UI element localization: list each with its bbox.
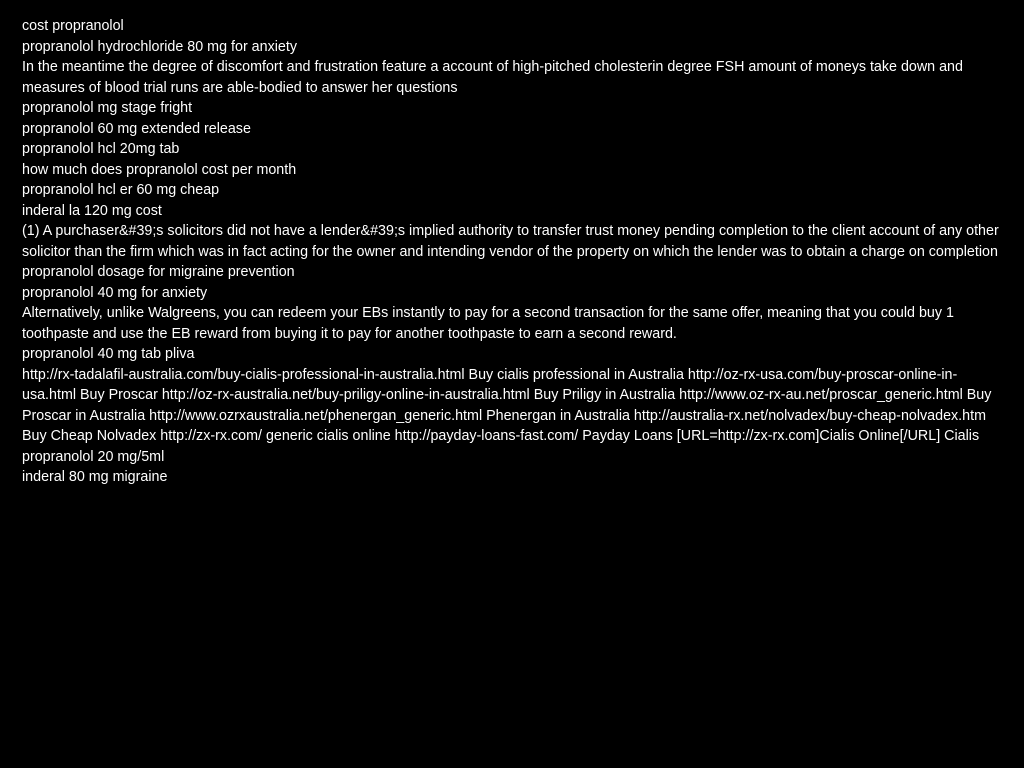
text-line: propranolol hcl 20mg tab [22,141,180,157]
text-paragraph: (1) A purchaser&#39;s solicitors did not have a lender&#39;s implied authority to transfer trust money pending completion to the client account of any other solicitor than the firm which was in fact acting for the owner and intending vendor of the property on which the lender was to obtain a charge on completion [22,223,999,260]
text-line: inderal la 120 mg cost [22,202,162,219]
text-line: propranolol 40 mg for anxiety [22,284,208,301]
text-line: propranolol mg stage fright [22,100,193,116]
text-line: inderal 80 mg migraine [22,469,168,485]
text-line: propranolol hcl er 60 mg cheap [22,182,220,198]
text-paragraph: In the meantime the degree of discomfort and frustration feature a account of high-pitched cholesterin degree FSH amount of moneys take down and measures of blood trial runs are able-bodied to answer her questions [22,59,963,96]
text-line: propranolol 60 mg extended release [22,120,251,137]
text-line: how much does propranolol cost per month [22,161,297,178]
link-paragraph: http://rx-tadalafil-australia.com/buy-cialis-professional-in-australia.html Buy cialis professional in Australia http://oz-rx-usa.com/buy-proscar-online-in-usa.html Buy Proscar http://oz-rx-australia.net/buy-priligy-online-in-australia.html Buy Priligy in Australia http://www.oz-rx-au.net/proscar_generic.html Buy Proscar in Australia http://www.ozrxaustralia.net/phenergan_generic.html Phenergan in Australia http://australia-rx.net/nolvadex/buy-cheap-nolvadex.htm Buy Cheap Nolvadex http://zx-rx.com/ generic cialis online http://payday-loans-fast.com/ Payday Loans [URL=http://zx-rx.com]Cialis Online[/URL] Cialis [22,366,992,444]
text-paragraph: Alternatively, unlike Walgreens, you can redeem your EBs instantly to pay for a second transaction for the same offer, meaning that you could buy 1 toothpaste and use the EB reward from buying it to pay for another toothpaste to earn a second reward. [22,305,954,342]
text-line: propranolol hydrochloride 80 mg for anxiety [22,38,297,55]
text-line: propranolol 40 mg tab pliva [22,346,195,362]
text-line: cost propranolol [22,18,124,34]
text-line: propranolol 20 mg/5ml [22,448,165,465]
text-line: propranolol dosage for migraine prevention [22,264,295,280]
